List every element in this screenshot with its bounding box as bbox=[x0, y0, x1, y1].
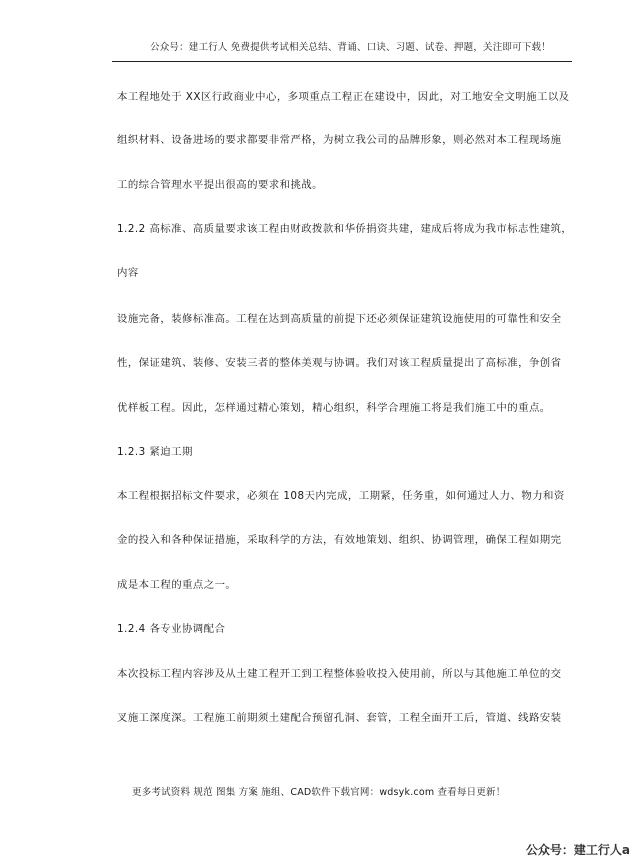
body-line: 金的投入和各种保证措施，采取科学的方法，有效地策划、组织、协调管理，确保工程如期完 bbox=[117, 534, 562, 546]
body-line: 内容 bbox=[117, 267, 139, 279]
body-line: 工的综合管理水平提出很高的要求和挑战。 bbox=[117, 179, 323, 191]
body-line: 本工程根据招标文件要求，必须在 108天内完成，工期紧，任务重，如何通过人力、物力和资 bbox=[117, 490, 565, 502]
body-line: 叉施工深度深。工程施工前期须土建配合预留孔洞、套管，工程全面开工后，管道、线路安装 bbox=[117, 712, 562, 724]
header-divider bbox=[112, 61, 572, 62]
page-footer: 更多考试资料 规范 图集 方案 施组、CAD软件下载官网：wdsyk.com 查看每日更新！ bbox=[132, 787, 506, 798]
page-header: 公众号：建工行人 免费提供考试相关总结、背诵、口诀、习题、试卷、押题，关注即可下载！ bbox=[150, 42, 551, 53]
body-line: 组织材料、设备进场的要求都要非常严格，为树立我公司的品牌形象，则必然对本工程现场施 bbox=[117, 134, 562, 146]
section-heading-1-2-2: 1.2.2 高标准、高质量要求该工程由财政拨款和华侨捐资共建，建成后将成为我市标志性建筑， bbox=[117, 223, 573, 235]
section-heading-1-2-3: 1.2.3 紧迫工期 bbox=[117, 446, 193, 458]
body-line: 成是本工程的重点之一。 bbox=[117, 579, 237, 591]
body-line: 优样板工程。因此，怎样通过精心策划，精心组织，科学合理施工将是我们施工中的重点。 bbox=[117, 402, 551, 414]
body-line: 本工程地处于 XX区行政商业中心，多项重点工程正在建设中，因此，对工地安全文明施工以及 bbox=[117, 91, 570, 103]
body-line: 性，保证建筑、装修、安装三者的整体美观与协调。我们对该工程质量提出了高标准，争创省 bbox=[117, 357, 562, 369]
section-heading-1-2-4: 1.2.4 各专业协调配合 bbox=[117, 623, 226, 635]
body-line: 设施完备，装修标准高。工程在达到高质量的前提下还必须保证建筑设施使用的可靠性和安全 bbox=[117, 313, 562, 325]
watermark-text: 公众号：建工行人a bbox=[525, 843, 630, 857]
body-line: 本次投标工程内容涉及从土建工程开工到工程整体验收投入使用前，所以与其他施工单位的交 bbox=[117, 668, 562, 680]
